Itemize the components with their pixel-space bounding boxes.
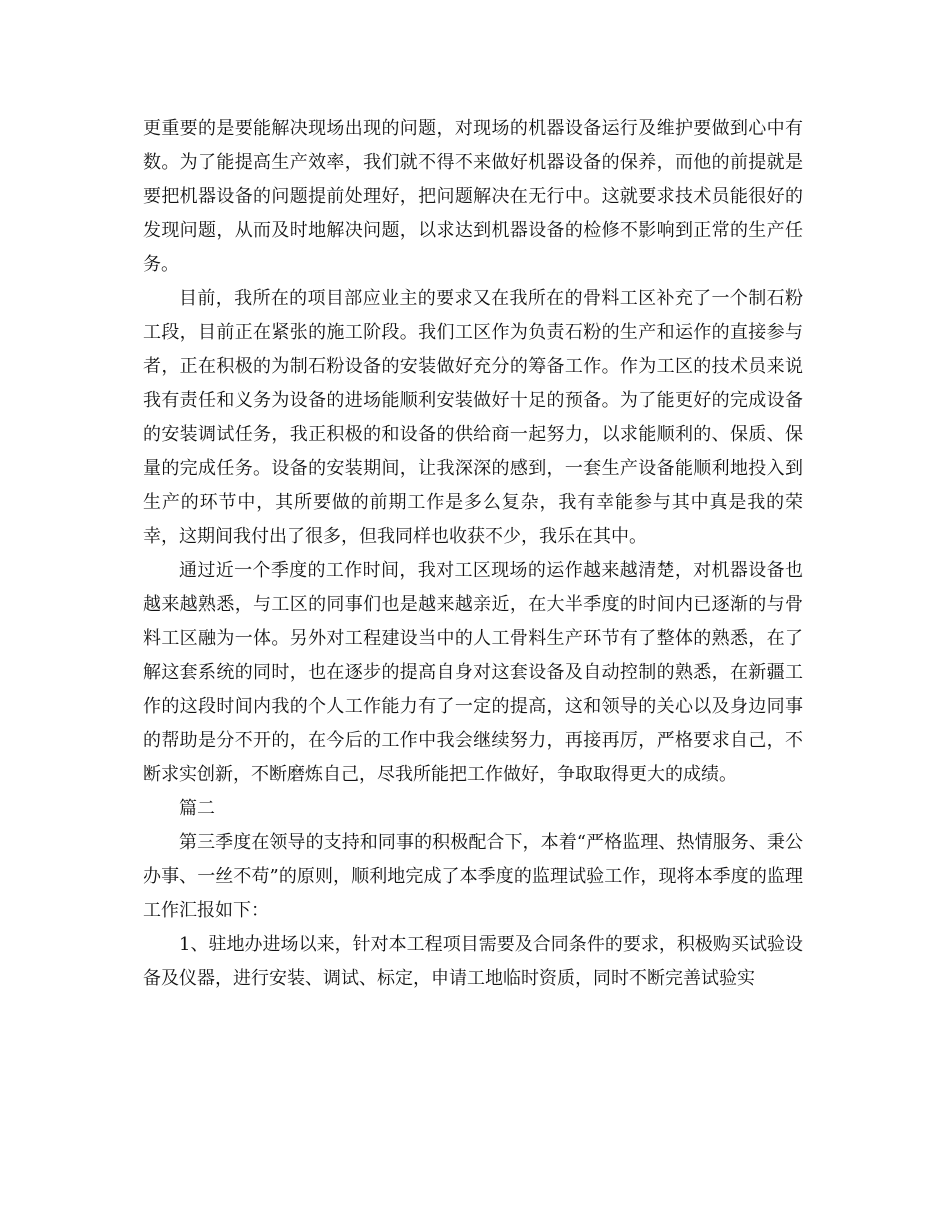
paragraph-continued: 更重要的是要能解决现场出现的问题，对现场的机器设备运行及维护要做到心中有数。为了能提高生产效率，我们就不得不来做好机器设备的保养，而他的前提就是要把机器设备的问题提前处理好，把问题解决在无行中。这就要求技术员能很好的发现问题，从而及时地解决问题，以求达到机器设备的检修不影响到正常的生产任务。	[143, 118, 803, 275]
paragraph-quarter-summary: 通过近一个季度的工作时间，我对工区现场的运作越来越清楚，对机器设备也越来越熟悉，与工区的同事们也是越来越亲近，在大半季度的时间内已逐渐的与骨料工区融为一体。另外对工程建设当中的人工骨料生产环节有了整体的熟悉，在了解这套系统的同时，也在逐步的提高自身对这套设备及自动控制的熟悉，在新疆工作的这段时间内我的个人工作能力有了一定的提高，这和领导的关心以及身边同事的帮助是分不开的，在今后的工作中我会继续努力，再接再厉，严格要求自己，不断求实创新，不断磨炼自己，尽我所能把工作做好，争取取得更大的成绩。	[143, 560, 803, 785]
paragraph-stone-powder-section: 目前，我所在的项目部应业主的要求又在我所在的骨料工区补充了一个制石粉工段，目前正在紧张的施工阶段。我们工区作为负责石粉的生产和运作的直接参与者，正在积极的为制石粉设备的安装做好充分的筹备工作。作为工区的技术员来说我有责任和义务为设备的进场能顺利安装做好十足的预备。为了能更好的完成设备的安装调试任务，我正积极的和设备的供给商一起努力，以求能顺利的、保质、保量的完成任务。设备的安装期间，让我深深的感到，一套生产设备能顺利地投入到生产的环节中，其所要做的前期工作是多么复杂，我有幸能参与其中真是我的荣幸，这期间我付出了很多，但我同样也收获不少，我乐在其中。	[143, 288, 803, 547]
paragraph-supervision-intro: 第三季度在领导的支持和同事的积极配合下，本着“严格监理、热情服务、秉公办事、一丝不苟”的原则，顺利地完成了本季度的监理试验工作，现将本季度的监理工作汇报如下：	[143, 832, 803, 921]
document-page	[143, 112, 803, 996]
paragraph-item-one: 1、驻地办进场以来，针对本工程项目需要及合同条件的要求，积极购买试验设备及仪器，进行安装、调试、标定，申请工地临时资质，同时不断完善试验实	[143, 934, 803, 989]
section-heading-part-two: 篇二	[179, 798, 215, 819]
